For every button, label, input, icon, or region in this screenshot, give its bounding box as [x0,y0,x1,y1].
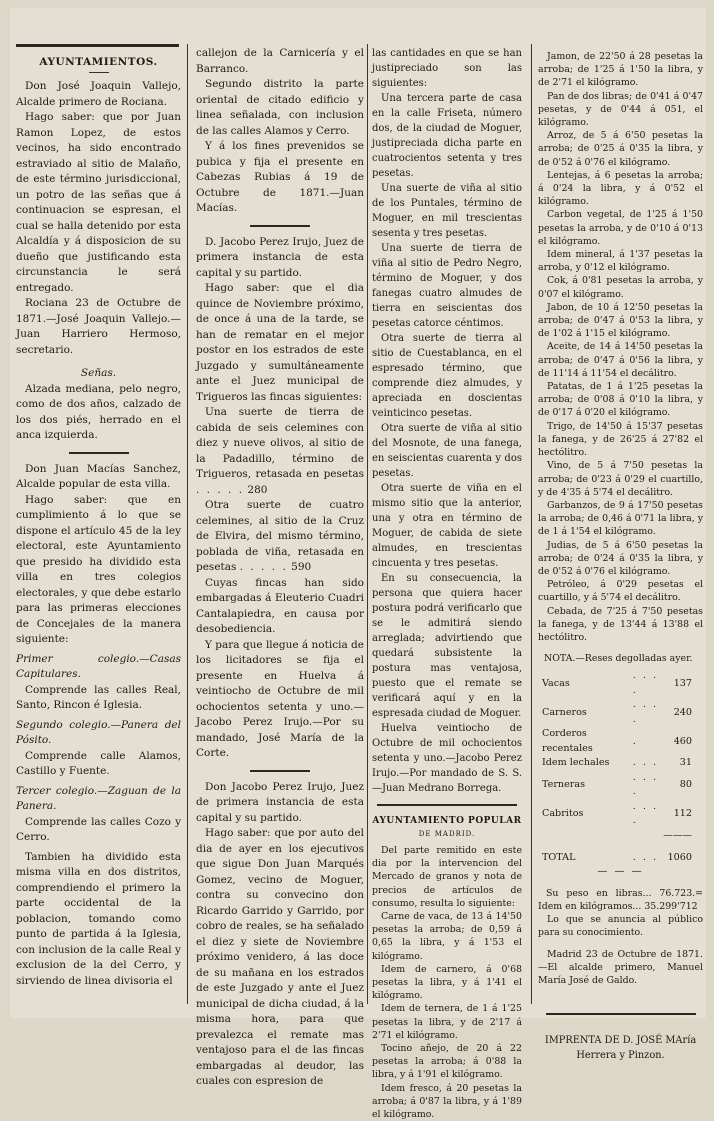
price-entry: Patatas, de 1 á 1'25 pesetas la arroba; de 0'08 á 0'10 la libra, y de 0'17 á 0'20 el kilógramo. [538,381,703,419]
price-entry: Idem de carnero, á 0'68 pesetas la libra, y á 1'41 el kilógramo. [372,963,522,1002]
lot-amount: 280 [247,483,268,496]
spacer [633,829,663,844]
res-name: Cabritos [542,808,584,820]
paragraph: callejon de la Carnicería y el Barranco. [196,47,364,75]
leader-dots: . . . . . [196,483,245,496]
paragraph: Alzada mediana, pelo negro, como de dos años, calzado de los dos piés, herrado en el anca izquierda. [16,382,181,441]
res-name: Corderos recentales [542,728,593,754]
price-entry: Jamon, de 22'50 á 28 pesetas la arroba; de 1'25 á 1'50 la libra, y de 2'71 el kilógramo. [538,51,703,89]
paragraph: Del parte remitido en este dia por la intervencion del Mercado de granos y nota de precios de artículos de consumo, resulta lo siguiente: [372,845,522,909]
paragraph: Cuyas fincas han sido embargadas á Eleuterio Cuadri Cantalapiedra, en causa por desobediencia. [196,576,364,635]
price-entry: Idem fresco, á 20 pesetas la arroba; á 0'87 la libra, y á 1'89 el kilógramo. [372,1082,522,1121]
leader-dots: . . . . [632,800,659,827]
leader-dots: . . . [632,757,659,769]
colegio-label: Segundo colegio.—Panera del Pósito. [16,718,181,746]
price-entry: Tocino añejo, de 20 á 22 pesetas la arroba; á 0'88 la libra, y á 1'91 el kilógramo. [372,1043,522,1081]
separator-row [542,829,692,844]
sum-rule: ——— [663,829,692,841]
price-entry: Carne de vaca, de 13 á 14'50 pesetas la arroba; de 0,59 á 0,65 la libra, y á 1'53 el kilógramo. [372,911,522,962]
rule [89,72,109,73]
res-count: 112 [673,808,692,820]
res-count: 240 [673,706,692,718]
leader-dots: . . . . . [239,561,288,573]
table-row [542,669,692,698]
res-count: 460 [673,735,692,747]
total-value: 1060 [667,852,692,864]
res-count: 137 [673,677,692,689]
leader-dots: . [632,735,638,747]
paragraph: Don Jacobo Perez Irujo, Juez de primera instancia de esta capital y su partido. [196,780,364,824]
price-entry: Judias, de 5 á 6'50 pesetas la arroba; de 0'24 á 0'35 la libra, y de 0'52 á 0'76 el kilógramo. [538,539,703,577]
column-divider [531,44,532,1004]
rule [377,804,517,806]
table-row [542,800,692,829]
price-entry: Petróleo, á 0'29 pesetas el cuartillo, y á 5'74 el decálitro. [538,579,703,604]
paragraph: Rociana 23 de Octubre de 1871.—José Joaquin Vallejo.—Juan Harriero Hermoso, secretario. [16,297,181,356]
paragraph: En su consecuencia, la persona que quiera hacer postura podrá verificarlo que se le admitirá siendo arreglada; advirtiendo que quedará subsistente la postura mas ventajosa, puesto que el remate se verificará aquí y en la espresada ciudad de Moguer. [372,573,522,719]
paragraph: Don Juan Macías Sanchez, Alcalde popular de esta villa. [16,462,181,490]
paragraph: Una suerte de viña al sitio de los Puntales, término de Moguer, en mil trescientas sesenta y tres pesetas. [372,183,522,239]
spacer [542,829,633,844]
weight-summary: Su peso en libras... 76.723.= Idem en kilógramos... 35.299'712 [538,887,703,913]
paragraph: Una tercera parte de casa en la calle Friseta, número dos, de la ciudad de Moguer, justipreciada dicha parte en cuatrocientos setenta y tres pesetas. [372,93,522,179]
res-name: Idem lechales [542,757,610,769]
paragraph: Hago saber: que por auto del dia de ayer en los ejecutivos que sigue Don Juan Marqués Gomez, vecino de Moguer, contra su convecino don Ricardo Garrido y Garrido, por cobro de reales, se ha señalado el diez y siete de Noviembre próximo venidero, á las doce de su mañana en los estrados de este Juzgado y ante el Juez municipal de dicha ciudad, á la misma hora, para que prevalezca el remate mas ventajoso para el de las fincas embargadas al deudor, las cuales con espresion de [196,827,364,1087]
newspaper-page [10,8,706,1121]
paragraph: Y á los fines prevenidos se pubica y fija el presente en Cabezas Rubias á 19 de Octubre de 1871.—Juan Macías. [196,140,364,214]
separator: — — — [597,865,644,877]
lot-text: Una suerte de tierra de cabida de seis celemines con diez y nueve olivos, al sitio de la Padadillo, término de Trigueros, retasada en pesetas [196,406,364,480]
subheading: Señas. [80,367,117,379]
price-entry: Aceite, de 14 á 14'50 pesetas la arroba; de 0'47 á 0'56 la libra, y de 11'14 á 11'54 el decálitro. [538,341,703,379]
colegio-label: Tercer colegio.—Zaguan de la Panera. [16,784,181,812]
paragraph: Lo que se anuncia al público para su conocimiento. [538,914,703,939]
paragraph: Otra suerte de viña al sitio del Mosnote, de una fanega, en seiscientas cuarenta y dos pesetas. [372,423,522,479]
paragraph: Hago saber: que en cumplimiento á lo que se dispone el artículo 45 de la ley electoral, este Ayuntamiento que presido ha dividido esta villa en tres colegios electorales, y que debe estarlo para las primeras elecciones de Concejales de la manera siguiente: [16,493,181,645]
paragraph: Comprende las calles Real, Santo, Rincon é Iglesia. [16,683,181,711]
price-entry: Cebada, de 7'25 á 7'50 pesetas la fanega, y de 13'44 á 13'88 el hectólitro. [538,605,703,643]
res-count: 80 [679,779,692,791]
res-name: Carneros [542,706,587,718]
rule [250,225,310,227]
column-2 [196,46,364,1090]
price-entry: Carbon vegetal, de 1'25 á 1'50 pesetas la arroba, y de 0'10 á 0'13 el kilógramo. [538,209,703,247]
paragraph: Y para que llegue á noticia de los licitadores se fija el presente en Huelva á veintiocho de Octubre de mil ochocientos setenta y uno.—Jacobo Perez Irujo.—Por su mandado, José María de la Corte. [196,638,364,759]
paragraph: Segundo distrito la parte oriental de citado edificio y linea señalada, con inclusion de las calles Alamos y Cerro. [196,78,364,137]
table-row [542,727,692,756]
rule [250,770,310,772]
section-title: AYUNTAMIENTO POPULAR [372,816,522,826]
nota-title: NOTA.—Reses degolladas ayer. [544,653,693,665]
colegio-label: Primer colegio.—Casas Capitulares. [16,652,181,680]
signature: Madrid 23 de Octubre de 1871. —El alcalde primero, Manuel María José de Galdo. [538,948,703,987]
paragraph [196,405,364,498]
paragraph: las cantidades en que se han justipreciado son las siguientes: [372,48,522,89]
paragraph [196,498,364,576]
lot-text: Otra suerte de cuatro celemines, al sitio de la Cruz de Elvira, del mismo término, poblada de viña, retasada en pesetas [196,499,364,573]
paragraph: Hago saber: que el dia quince de Noviembre próximo, de once á una de la tarde, se han de rematar en el mejor postor en los estrados de este Juzgado y sumultáneamente ante el Juez municipal de Trigueros las fincas siguientes: [196,282,364,403]
res-count: 31 [679,757,692,769]
table-row [542,771,692,800]
lot-amount: 590 [291,561,312,573]
section-subtitle: DE MADRID. [418,830,476,838]
paragraph: Don José Joaquin Vallejo, Alcalde primero de Rociana. [16,80,181,108]
rule [546,1013,696,1015]
price-entry: Garbanzos, de 9 á 17'50 pesetas la arroba; de 0,46 á 0'71 la libra, y de 1 á 1'54 el kilógramo. [538,499,703,538]
price-entry: Pan de dos libras; de 0'41 á 0'47 pesetas, y de 0'44 á 051, el kilógramo. [538,90,703,129]
paragraph: Hago saber: que por Juan Ramon Lopez, de estos vecinos, ha sido encontrado estraviado al sitio de Malaño, de este término jurisdiccional, un potro de las señas que á continuacion se espresan, el cual se halla detenido por esta Alcaldía y á disposicion de su dueño que justificando esta circunstancia le será entregado. [16,111,181,294]
paragraph: Comprende calle Alamos, Castillo y Fuente. [16,749,181,777]
paragraph: Otra suerte de tierra al sitio de Cuestablanca, en el espresado término, que comprende diez almudes, y apreciada en doscientas veinticinco pesetas. [372,333,522,419]
leader-dots: . . . . [632,771,659,798]
price-entry: Lentejas, á 6 pesetas la arroba; á 0'24 la libra, y á 0'52 el kilógramo. [538,169,703,208]
leader-dots: . . . [632,852,659,864]
printer-imprint: IMPRENTA DE D. JOSÉ MAría Herrera y Pinzon. [544,1035,697,1062]
price-entry: Trigo, de 14'50 á 15'37 pesetas la fanega, y de 26'25 á 27'82 el hectólitro. [538,420,703,459]
price-entry: Idem de ternera, de 1 á 1'25 pesetas la libra, y de 2'17 á 2'71 el kilógramo. [372,1003,522,1041]
reses-table [542,669,692,866]
paragraph: Tambien ha dividido esta misma villa en dos distritos, comprendiendo el primero la parte occidental de la poblacion, tomando como punto de partida á la Iglesia, con inclusion de la calle Real y exclusion de la del Cerro, y sirviendo de linea divisoria el [16,850,181,987]
price-entry: Arroz, de 5 á 6'50 pesetas la arroba; de 0'25 á 0'35 la libra, y de 0'52 á 0'76 el kilógramo. [538,130,703,168]
paragraph: Comprende las calles Cozo y Cerro. [16,815,181,843]
res-name: Terneras [542,779,586,791]
leader-dots: . . . . [632,670,659,696]
column-divider [367,44,368,1004]
leader-dots: . . . . [632,699,659,725]
price-entry: Vino, de 5 á 7'50 pesetas la arroba; de 0'23 á 0'29 el cuartillo, y de 4'35 á 5'74 el decálitro. [538,460,703,498]
total-label: TOTAL [542,852,576,864]
paragraph: D. Jacobo Perez Irujo, Juez de primera instancia de esta capital y su partido. [196,235,364,279]
section-title: AYUNTAMIENTOS. [39,56,158,68]
paragraph: Otra suerte de viña en el mismo sitio que la anterior, una y otra en término de Moguer, de cabida de siete almudes, en trescientas cincuenta y tres pesetas. [372,483,522,569]
table-row [542,756,692,771]
paragraph: Una suerte de tierra de viña al sitio de Pedro Negro, término de Moguer, y dos fanegas cuatro almudes de tierra en seiscientas dos pesetas catorce céntimos. [372,243,522,329]
rule [69,452,129,454]
price-entry: Idem mineral, á 1'37 pesetas la arroba, y 0'12 el kilógramo. [538,249,703,274]
column-1 [16,46,181,989]
total-row [542,843,692,866]
price-entry: Cok, á 0'81 pesetas la arroba, y 0'07 el kilógramo. [538,275,703,300]
column-divider [187,44,188,1004]
table-row [542,698,692,727]
column-3 [372,46,522,1121]
res-name: Vacas [542,677,570,689]
column-4 [538,50,703,1063]
price-entry: Jabon, de 10 á 12'50 pesetas la arroba; de 0'47 á 0'53 la libra, y de 1'02 á 1'15 el kilógramo. [538,301,703,340]
paragraph: Huelva veintiocho de Octubre de mil ochocientos setenta y uno.—Jacobo Perez Irujo.—Por mandado de S. S. —Juan Medrano Borrega. [372,723,522,794]
